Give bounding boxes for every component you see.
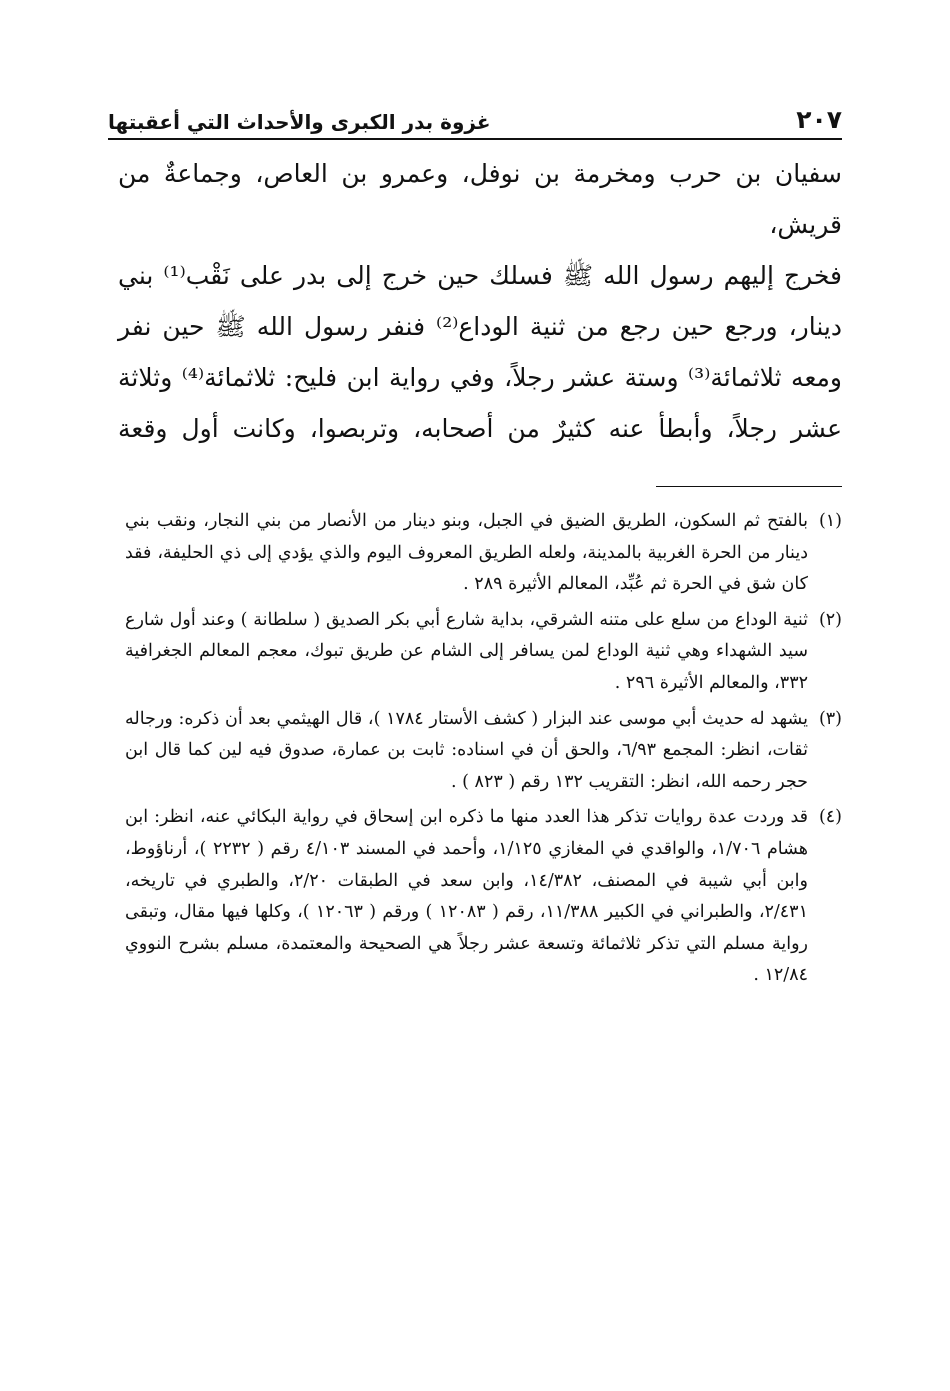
- body-line-5: عشر رجلاً، وأبطأ عنه كثيرٌ من أصحابه، وتربصوا، وكانت أول وقعة: [118, 414, 842, 443]
- footnote-2: [125, 605, 842, 700]
- footnote-marker: (٣): [818, 708, 842, 729]
- footnotes: [125, 506, 842, 996]
- running-title: غزوة بدر الكبرى والأحداث التي أعقبتها: [108, 110, 491, 134]
- page-header: [108, 96, 842, 140]
- body-line-2: فخرج إليهم رسول الله ﷺ فسلك حين خرج إلى بدر على نَقْب⁽¹⁾ بني: [118, 261, 842, 290]
- page-number: ٢٠٧: [796, 105, 842, 134]
- footnote-marker: (١): [818, 511, 842, 531]
- footnote-marker: (٤): [818, 807, 842, 828]
- footnote-text: قد وردت عدة روايات تذكر هذا العدد منها ما ذكره ابن إسحاق في رواية البكائي عنه، انظر: ابن هشام ١/٧٠٦، والواقدي في المغازي ١/١٢٥، وأحمد في المسند ٤/١٠٣ رقم ( ٢٢٣٢ )، أرناؤوط، وابن أبي شيبة في المصنف، ١٤/٣٨٢، وابن سعد في الطبقات ٢/٢٠، والطبري في تاريخه، ٢/٤٣١، والطبراني في الكبير ١١/٣٨٨، رقم ( ١٢٠٨٣ ) ورقم ( ١٢٠٦٣ )، وكلها فيها مقال، وتبقى رواية مسلم التي تذكر ثلاثمائة وتسعة عشر رجلاً هي الصحيحة والمعتمدة، مسلم بشرح النووي ١٢/٨٤ .: [125, 807, 809, 986]
- footnote-separator: [656, 486, 842, 487]
- footnote-text: ثنية الوداع من سلع على متنه الشرقي، بداية شارع أبي بكر الصديق ( سلطانة ) وعند أول شارع سيد الشهداء وهي ثنية الوداع لمن يسافر إلى الشام عن طريق تبوك، معجم المعالم الجغرافية ٣٣٢، والمعالم الأثيرة ٢٩٦ .: [125, 609, 808, 693]
- footnote-marker: (٢): [818, 609, 842, 630]
- footnote-1: [125, 506, 842, 601]
- footnote-3: [125, 704, 842, 799]
- footnote-text: بالفتح ثم السكون، الطريق الضيق في الجبل، وبنو دينار من الأنصار من بني النجار، ونقب بني دينار من الحرة الغربية بالمدينة، ولعله الطريق المعروف اليوم والذي يؤدي إلى ذي الحليفة، فقد كان شق في الحرة ثم عُبِّد، المعالم الأثيرة ٢٨٩ .: [125, 511, 808, 595]
- body-line-3: دينار، ورجع حين رجع من ثنية الوداع⁽²⁾ فنفر رسول الله ﷺ حين نفر: [118, 312, 842, 341]
- body-line-4: ومعه ثلاثمائة⁽³⁾ وستة عشر رجلاً، وفي رواية ابن فليح: ثلاثمائة⁽⁴⁾ وثلاثة: [118, 363, 842, 392]
- main-text: [118, 148, 842, 454]
- body-line-1: سفيان بن حرب ومخرمة بن نوفل، وعمرو بن العاص، وجماعةٌ من قريش،: [118, 159, 842, 239]
- footnote-4: [125, 802, 842, 992]
- footnote-text: يشهد له حديث أبي موسى عند البزار ( كشف الأستار ١٧٨٤ )، قال الهيثمي بعد أن ذكره: ورجاله ثقات، انظر: المجمع ٦/٩٣، والحق أن في اسناده: ثابت بن عمارة، صدوق فيه لين كما قال ابن حجر رحمه الله، انظر: التقريب ١٣٢ رقم ( ٨٢٣ ) .: [125, 708, 809, 792]
